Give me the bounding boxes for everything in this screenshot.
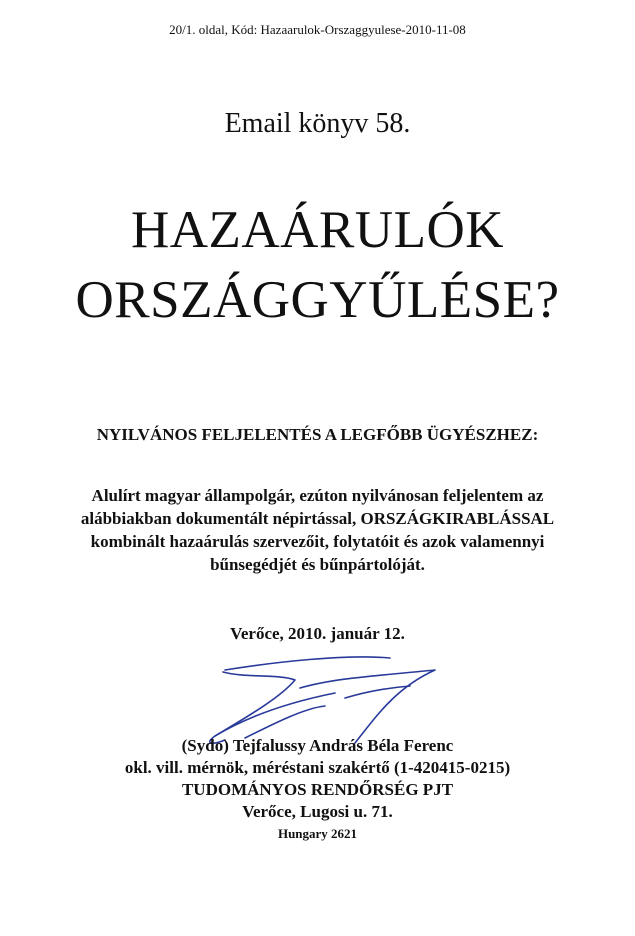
- body-line: bűnsegédjét és bűnpártolóját.: [210, 555, 425, 574]
- page-header: 20/1. oldal, Kód: Hazaarulok-Orszaggyulese-2010-11-08: [169, 22, 466, 37]
- body-line: Alulírt magyar állampolgár, ezúton nyilvánosan feljelentem az: [91, 486, 544, 505]
- signer-title: okl. vill. mérnök, méréstani szakértő (1-420415-0215): [124, 758, 511, 777]
- body-line: kombinált hazaárulás szervezőit, folytatóit és azok valamennyi: [90, 532, 545, 551]
- document-subtitle: Email könyv 58.: [224, 108, 411, 139]
- handwritten-signature: [185, 648, 455, 748]
- body-line: alábbiakban dokumentált népirtással, ORSZÁGKIRABLÁSSAL: [80, 509, 555, 528]
- title-line-1: HAZAÁRULÓK: [130, 201, 505, 259]
- signature-block: [0, 735, 635, 845]
- signer-organization: TUDOMÁNYOS RENDŐRSÉG PJT: [181, 780, 454, 799]
- date-line: Verőce, 2010. január 12.: [230, 624, 405, 643]
- title-line-2: ORSZÁGGYŰLÉSE?: [75, 271, 560, 329]
- signer-country: Hungary 2621: [277, 826, 358, 841]
- section-heading: NYILVÁNOS FELJELENTÉS A LEGFŐBB ÜGYÉSZHEZ:: [96, 425, 539, 444]
- signer-address: Verőce, Lugosi u. 71.: [242, 802, 393, 821]
- signer-name: (Sydo) Tejfalussy András Béla Ferenc: [181, 736, 454, 755]
- body-paragraph: [0, 484, 635, 576]
